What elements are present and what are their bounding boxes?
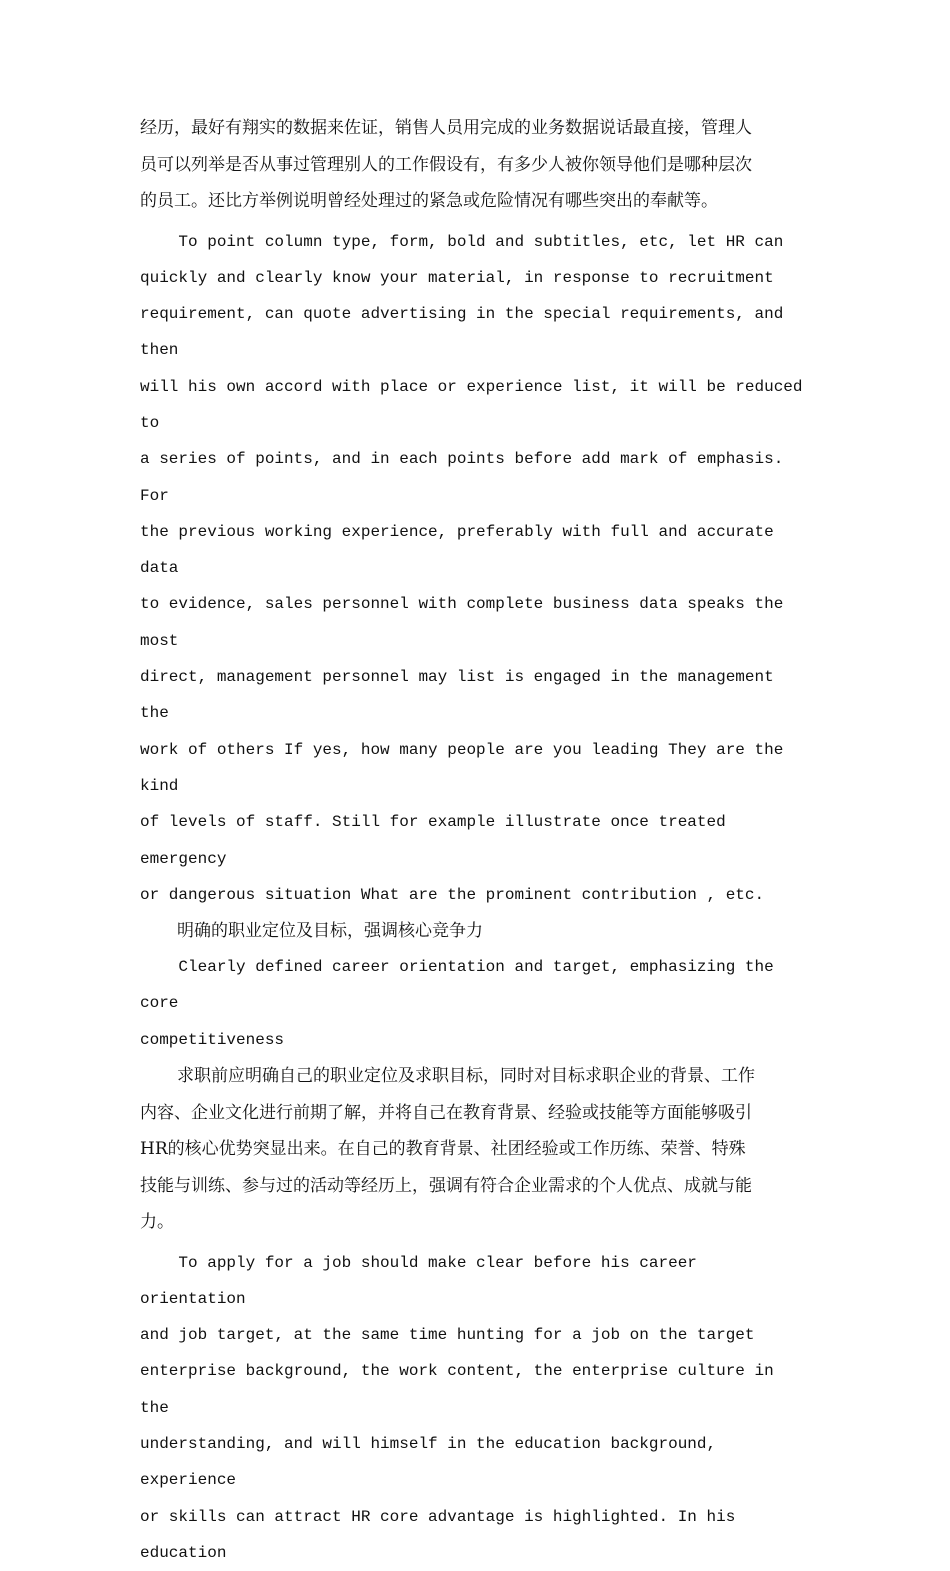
text-line: quickly and clearly know your material, in response to recruitment: [140, 268, 774, 287]
text-line: requirement, can quote advertising in the special requirements, and then: [140, 305, 793, 360]
text-line: or skills can attract HR core advantage is highlighted. In his education: [140, 1507, 745, 1562]
text-line: 的员工。还比方举例说明曾经处理过的紧急或危险情况有哪些突出的奉献等。: [140, 191, 718, 211]
paragraph-en-career: [140, 1245, 812, 1571]
paragraph-en-points: [140, 224, 812, 914]
text-line: 技能与训练、参与过的活动等经历上，强调有符合企业需求的个人优点、成就与能: [140, 1175, 752, 1196]
text-line: 求职前应明确自己的职业定位及求职目标，同时对目标求职企业的背景、工作: [177, 1066, 755, 1087]
text-line: a series of points, and in each points before add mark of emphasis. For: [140, 450, 793, 505]
text-line: To point column type, form, bold and subtitles, etc, let HR can: [140, 232, 784, 251]
text-line: competitiveness: [140, 1030, 285, 1049]
text-line: or dangerous situation What are the prominent contribution , etc.: [140, 885, 765, 904]
text-line: enterprise background, the work content, the enterprise culture in the: [140, 1362, 784, 1417]
text-line: to evidence, sales personnel with complete business data speaks the most: [140, 595, 793, 650]
text-line: To apply for a job should make clear before his career orientation: [140, 1253, 707, 1308]
text-line: the previous working experience, preferably with full and accurate data: [140, 522, 784, 578]
text-line: 经历，最好有翔实的数据来佐证，销售人员用完成的业务数据说话最直接，管理人: [140, 118, 752, 138]
text-line: 力。: [140, 1212, 174, 1233]
text-line: direct, management personnel may list is engaged in the management the: [140, 668, 784, 723]
text-line: of levels of staff. Still for example illustrate once treated emergency: [140, 813, 736, 868]
section-heading-cn: 明确的职业定位及目标，强调核心竞争力: [177, 921, 483, 942]
text-line: 内容、企业文化进行前期了解，并将自己在教育背景、经验或技能等方面能够吸引: [140, 1102, 752, 1123]
paragraph-cn-experience: [140, 110, 812, 220]
text-line: 员可以列举是否从事过管理别人的工作假设有，有多少人被你领导他们是哪种层次: [140, 154, 752, 175]
paragraph-cn-career: [140, 1058, 812, 1241]
text-line: work of others If yes, how many people are you leading They are the kind: [140, 740, 793, 795]
text-line: will his own accord with place or experience list, it will be reduced to: [140, 377, 813, 432]
text-line: Clearly defined career orientation and target, emphasizing the core: [140, 958, 784, 1013]
section-heading-en: [140, 949, 812, 1058]
text-line: understanding, and will himself in the education background, experience: [140, 1435, 726, 1490]
text-line: and job target, at the same time hunting for a job on the target: [140, 1326, 755, 1345]
text-line: HR的核心优势突显出来。在自己的教育背景、社团经验或工作历练、荣誉、特殊: [140, 1139, 746, 1160]
document-body: [140, 110, 812, 1571]
